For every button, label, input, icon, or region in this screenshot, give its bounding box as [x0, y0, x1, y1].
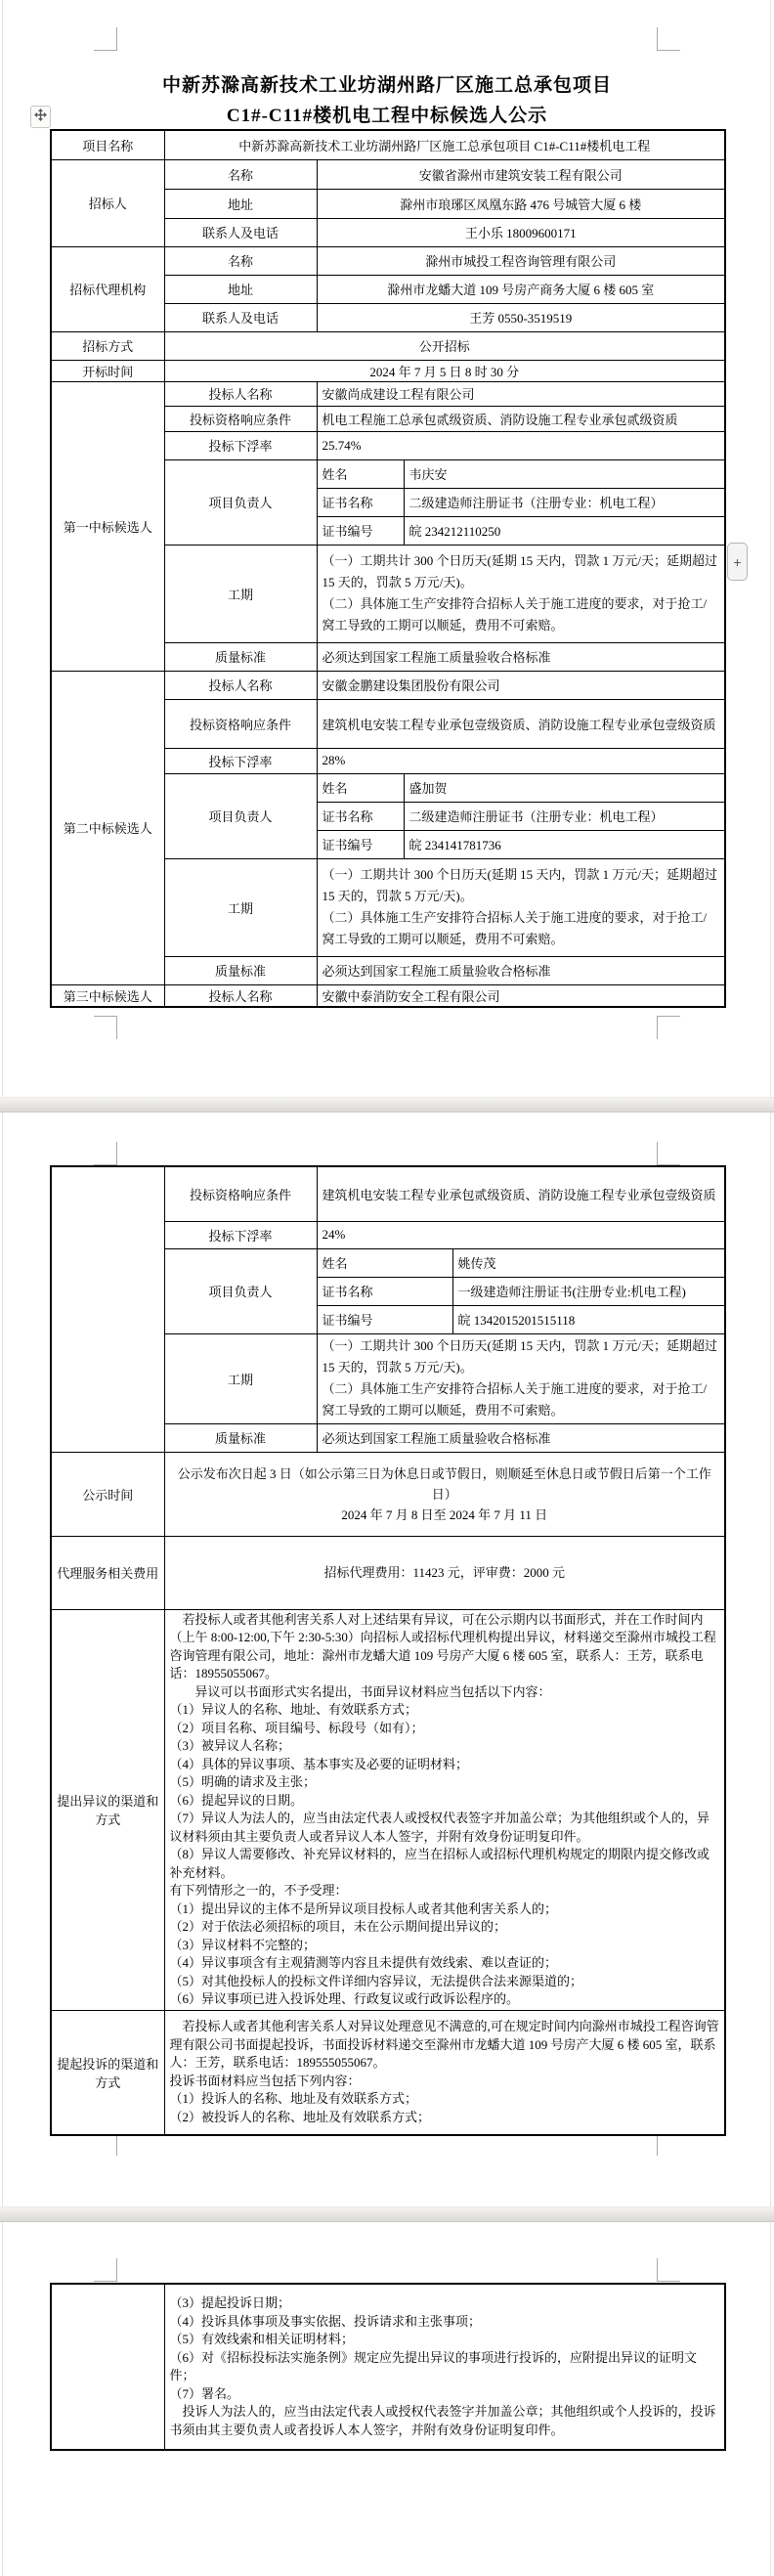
value-candidate2-bidder: 安徽金鹏建设集团股份有限公司 — [317, 671, 725, 699]
value-candidate2-qualification: 建筑机电安装工程专业承包壹级资质、消防设施工程专业承包壹级资质 — [317, 699, 725, 748]
value-candidate3-manager-name: 姚传茂 — [452, 1248, 725, 1277]
value-candidate1-cert-no: 皖 234212110250 — [404, 516, 725, 545]
label-candidate2: 第二中标候选人 — [51, 671, 164, 984]
value-complaint-channel-continued — [164, 2284, 725, 2450]
objection-paragraph: （1）异议人的名称、地址、有效联系方式； — [169, 1702, 418, 1717]
value-candidate3-qualification: 建筑机电安装工程专业承包贰级资质、消防设施工程专业承包壹级资质 — [317, 1166, 725, 1221]
label-agency-contact: 联系人及电话 — [164, 303, 317, 331]
label-complaint-channel: 提起投诉的渠道和方式 — [51, 2010, 164, 2135]
value-candidate1-bidder: 安徽尚成建设工程有限公司 — [317, 381, 725, 406]
objection-paragraph: 异议可以书面形式实名提出，书面异议材料应当包括以下内容： — [194, 1683, 551, 1699]
label-tender-method: 招标方式 — [51, 331, 164, 360]
page-corner-mark — [657, 1142, 680, 1165]
label-duration: 工期 — [164, 545, 317, 642]
page-corner-mark — [94, 2258, 117, 2282]
value-tenderer-address: 滁州市琅琊区凤凰东路 476 号城管大厦 6 楼 — [317, 189, 725, 218]
label-open-time: 开标时间 — [51, 360, 164, 381]
page-edge-right — [770, 0, 771, 2576]
objection-paragraph: （2）对于依法必须招标的项目，未在公示期间提出异议的； — [169, 1919, 507, 1934]
label-bidder-name: 投标人名称 — [164, 671, 317, 699]
value-candidate2-discount: 28% — [317, 748, 725, 773]
label-quality: 质量标准 — [164, 1423, 317, 1452]
label-agency-fee: 代理服务相关费用 — [51, 1536, 164, 1609]
value-candidate3-cert-no: 皖 1342015201515118 — [452, 1305, 725, 1333]
label-project-manager: 项目负责人 — [164, 459, 317, 545]
objection-paragraph: （1）提出异议的主体不是所异议项目投标人或者其他利害关系人的； — [169, 1900, 558, 1916]
label-manager-name: 姓名 — [317, 773, 404, 802]
value-publicity-time — [164, 1452, 725, 1536]
complaint-paragraph: （7）署名。 — [169, 2385, 240, 2401]
label-cert-name: 证书名称 — [317, 1277, 452, 1305]
value-candidate3-cert-name: 一级建造师注册证书(注册专业:机电工程) — [452, 1277, 725, 1305]
announcement-table-page3 — [50, 2283, 726, 2451]
label-project-manager: 项目负责人 — [164, 1248, 317, 1333]
value-candidate1-quality: 必须达到国家工程施工质量验收合格标准 — [317, 642, 725, 671]
candidate3-continuation-cell — [51, 1166, 164, 1452]
value-candidate1-cert-name: 二级建造师注册证书（注册专业：机电工程） — [404, 488, 725, 516]
objection-paragraph: （6）提起异议的日期。 — [169, 1792, 304, 1808]
complaint-paragraph: （5）有效线索和相关证明材料； — [169, 2332, 355, 2346]
duration-clause-2: （二）具体施工生产安排符合招标人关于施工进度的要求，对于抢工/窝工导致的工期可以顺延，费用不可索赔。 — [322, 596, 708, 633]
value-agency-address: 滁州市龙蟠大道 109 号房产商务大厦 6 楼 605 室 — [317, 275, 725, 303]
label-cert-no: 证书编号 — [317, 516, 404, 545]
label-manager-name: 姓名 — [317, 1248, 452, 1277]
value-agency-fee: 招标代理费用：11423 元，评审费：2000 元 — [164, 1536, 725, 1609]
value-candidate3-duration — [317, 1333, 725, 1423]
complaint-paragraph: （6）对《招标投标法实施条例》规定应先提出异议的事项进行投诉的，应附提出异议的证明文件； — [169, 2349, 698, 2382]
objection-paragraph: 有下列情形之一的，不予受理： — [169, 1883, 348, 1898]
page-edge-left — [2, 0, 3, 2576]
label-qualification: 投标资格响应条件 — [164, 1166, 317, 1221]
label-bidder-name: 投标人名称 — [164, 381, 317, 406]
value-candidate2-duration — [317, 858, 725, 956]
value-candidate1-manager-name: 韦庆安 — [404, 459, 725, 488]
label-tenderer-address: 地址 — [164, 189, 317, 218]
publicity-date-range: 2024 年 7 月 8 日至 2024 年 7 月 11 日 — [341, 1506, 548, 1522]
label-cert-name: 证书名称 — [317, 802, 404, 830]
label-agency: 招标代理机构 — [51, 246, 164, 331]
document-title-line2: C1#-C11#楼机电工程中标候选人公示 — [226, 106, 548, 126]
publicity-duration: 公示发布次日起 3 日（如公示第三日为休息日或节假日，则顺延至休息日或节假日后第一个工作日） — [177, 1465, 711, 1502]
objection-paragraph: （2）项目名称、项目编号、标段号（如有）； — [169, 1720, 424, 1735]
value-open-time: 2024 年 7 月 5 日 8 时 30 分 — [164, 360, 725, 381]
objection-paragraph: 若投标人或者其他利害关系人对上述结果有异议，可在公示期内以书面形式，并在工作时间内（上午 8:00-12:00,下午 2:30-5:30）向招标人或招标代理机构提出异议，材料递交至滁州市城投工程咨询管理有限公司，地址：滁州市龙蟠大道 109 号房产大厦 6 楼 605 室，联系人：王芳，联系电话：18955055067。 — [169, 1611, 716, 1681]
objection-paragraph: （5）明确的请求及主张； — [169, 1774, 317, 1789]
value-agency-contact: 王芳 0550-3519519 — [317, 303, 725, 331]
duration-clause-1: （一）工期共计 300 个日历天(延期 15 天内，罚款 1 万元/天；延期超过 15 天的，罚款 5 万元/天)。 — [322, 867, 717, 903]
label-objection-channel: 提出异议的渠道和方式 — [51, 1609, 164, 2010]
duration-clause-2: （二）具体施工生产安排符合招标人关于施工进度的要求，对于抢工/窝工导致的工期可以顺延，费用不可索赔。 — [322, 1381, 708, 1418]
label-cert-no: 证书编号 — [317, 1305, 452, 1333]
announcement-table-page2 — [50, 1165, 726, 2136]
complaint-paragraph: 若投标人或者其他利害关系人对异议处理意见不满意的,可在规定时间内向滁州市城投工程咨询管理有限公司书面提起投诉，书面投诉材料递交至滁州市龙蟠大道 109 号房产大厦 6 楼 605 室，联系人：王芳，联系电话：189555055067。 — [169, 2019, 719, 2071]
page-corner-mark — [94, 1016, 117, 1039]
page-separator — [0, 2206, 774, 2222]
move-cross-icon — [34, 109, 47, 126]
value-objection-channel — [164, 1609, 725, 2010]
page-corner-mark — [94, 1142, 117, 1165]
complaint-paragraph: （4）投诉具体事项及事实依据、投诉请求和主张事项； — [169, 2313, 482, 2329]
label-publicity-time: 公示时间 — [51, 1452, 164, 1536]
value-tenderer-contact: 王小乐 18009600171 — [317, 218, 725, 246]
label-agency-name: 名称 — [164, 246, 317, 275]
label-quality: 质量标准 — [164, 642, 317, 671]
page-corner-mark — [657, 2258, 680, 2282]
value-candidate3-discount: 24% — [317, 1221, 725, 1248]
value-candidate1-duration — [317, 545, 725, 642]
label-discount-rate: 投标下浮率 — [164, 1221, 317, 1248]
value-candidate1-discount: 25.74% — [317, 431, 725, 459]
label-tenderer-name: 名称 — [164, 159, 317, 189]
label-discount-rate: 投标下浮率 — [164, 431, 317, 459]
complaint-continuation-cell — [51, 2284, 164, 2450]
objection-paragraph: （4）异议事项含有主观猜测等内容且未提供有效线索、难以查证的； — [169, 1955, 558, 1970]
value-candidate2-manager-name: 盛加贺 — [404, 773, 725, 802]
objection-paragraph: （5）对其他投标人的投标文件详细内容异议，无法提供合法来源渠道的； — [169, 1973, 583, 1988]
value-candidate3-quality: 必须达到国家工程施工质量验收合格标准 — [317, 1423, 725, 1452]
page-corner-mark — [94, 27, 117, 51]
duration-clause-1: （一）工期共计 300 个日历天(延期 15 天内，罚款 1 万元/天；延期超过 15 天的，罚款 5 万元/天)。 — [322, 553, 717, 589]
objection-paragraph: （7）异议人为法人的，应当由法定代表人或授权代表签字并加盖公章；为其他组织或个人的，异议材料须由其主要负责人或者异议人本人签字，并附有效身份证明复印件。 — [169, 1811, 710, 1844]
label-candidate1: 第一中标候选人 — [51, 381, 164, 671]
page-corner-mark — [657, 1016, 680, 1039]
page-corner-mark — [657, 27, 680, 51]
value-candidate1-qualification: 机电工程施工总承包贰级资质、消防设施工程专业承包贰级资质 — [317, 406, 725, 431]
document-title — [0, 70, 774, 131]
label-cert-no: 证书编号 — [317, 830, 404, 858]
label-cert-name: 证书名称 — [317, 488, 404, 516]
label-duration: 工期 — [164, 1333, 317, 1423]
objection-paragraph: （6）异议事项已进入投诉处理、行政复议或行政诉讼程序的。 — [169, 1991, 520, 2006]
duration-clause-1: （一）工期共计 300 个日历天(延期 15 天内，罚款 1 万元/天；延期超过 15 天的，罚款 5 万元/天)。 — [322, 1338, 717, 1375]
label-qualification: 投标资格响应条件 — [164, 699, 317, 748]
value-tender-method: 公开招标 — [164, 331, 725, 360]
label-qualification: 投标资格响应条件 — [164, 406, 317, 431]
value-candidate2-cert-no: 皖 234141781736 — [404, 830, 725, 858]
objection-paragraph: （8）异议人需要修改、补充异议材料的，应当在招标人或招标代理机构规定的期限内提交修改或补充材料。 — [169, 1847, 710, 1880]
label-discount-rate: 投标下浮率 — [164, 748, 317, 773]
value-agency-name: 滁州市城投工程咨询管理有限公司 — [317, 246, 725, 275]
complaint-paragraph: （3）提起投诉日期； — [169, 2295, 291, 2310]
label-bidder-name: 投标人名称 — [164, 984, 317, 1007]
objection-paragraph: （3）被异议人名称； — [169, 1738, 291, 1753]
label-duration: 工期 — [164, 858, 317, 956]
complaint-paragraph: （2）被投诉人的名称、地址及有效联系方式； — [169, 2109, 431, 2124]
label-quality: 质量标准 — [164, 956, 317, 984]
value-candidate3-bidder: 安徽中泰消防安全工程有限公司 — [317, 984, 725, 1007]
label-tenderer: 招标人 — [51, 159, 164, 246]
value-tenderer-name: 安徽省滁州市建筑安装工程有限公司 — [317, 159, 725, 189]
label-tenderer-contact: 联系人及电话 — [164, 218, 317, 246]
complaint-paragraph: （1）投诉人的名称、地址及有效联系方式； — [169, 2091, 418, 2107]
duration-clause-2: （二）具体施工生产安排符合招标人关于施工进度的要求，对于抢工/窝工导致的工期可以顺延，费用不可索赔。 — [322, 910, 708, 946]
table-move-handle[interactable] — [30, 106, 51, 128]
page-separator — [0, 1097, 774, 1113]
objection-paragraph: （4）具体的异议事项、基本事实及必要的证明材料； — [169, 1756, 469, 1771]
complaint-paragraph: 投诉书面材料应当包括下列内容： — [169, 2073, 361, 2088]
label-project-name: 项目名称 — [51, 130, 164, 159]
value-project-name: 中新苏滁高新技术工业坊湖州路厂区施工总承包项目 C1#-C11#楼机电工程 — [164, 130, 725, 159]
complaint-paragraph: 投诉人为法人的，应当由法定代表人或授权代表签字并加盖公章；其他组织或个人投诉的，投诉书须由其主要负责人或者投诉人本人签字，并附有效身份证明复印件。 — [169, 2404, 716, 2437]
announcement-table-page1 — [50, 129, 726, 1008]
objection-paragraph: （3）异议材料不完整的； — [169, 1937, 317, 1952]
label-candidate3: 第三中标候选人 — [51, 984, 164, 1007]
label-agency-address: 地址 — [164, 275, 317, 303]
value-candidate2-cert-name: 二级建造师注册证书（注册专业：机电工程） — [404, 802, 725, 830]
value-complaint-channel — [164, 2010, 725, 2135]
label-manager-name: 姓名 — [317, 459, 404, 488]
document-title-line1: 中新苏滁高新技术工业坊湖州路厂区施工总承包项目 — [161, 75, 612, 96]
plus-icon: + — [733, 553, 742, 570]
insert-control-button[interactable] — [727, 543, 748, 581]
label-project-manager: 项目负责人 — [164, 773, 317, 858]
value-candidate2-quality: 必须达到国家工程施工质量验收合格标准 — [317, 956, 725, 984]
